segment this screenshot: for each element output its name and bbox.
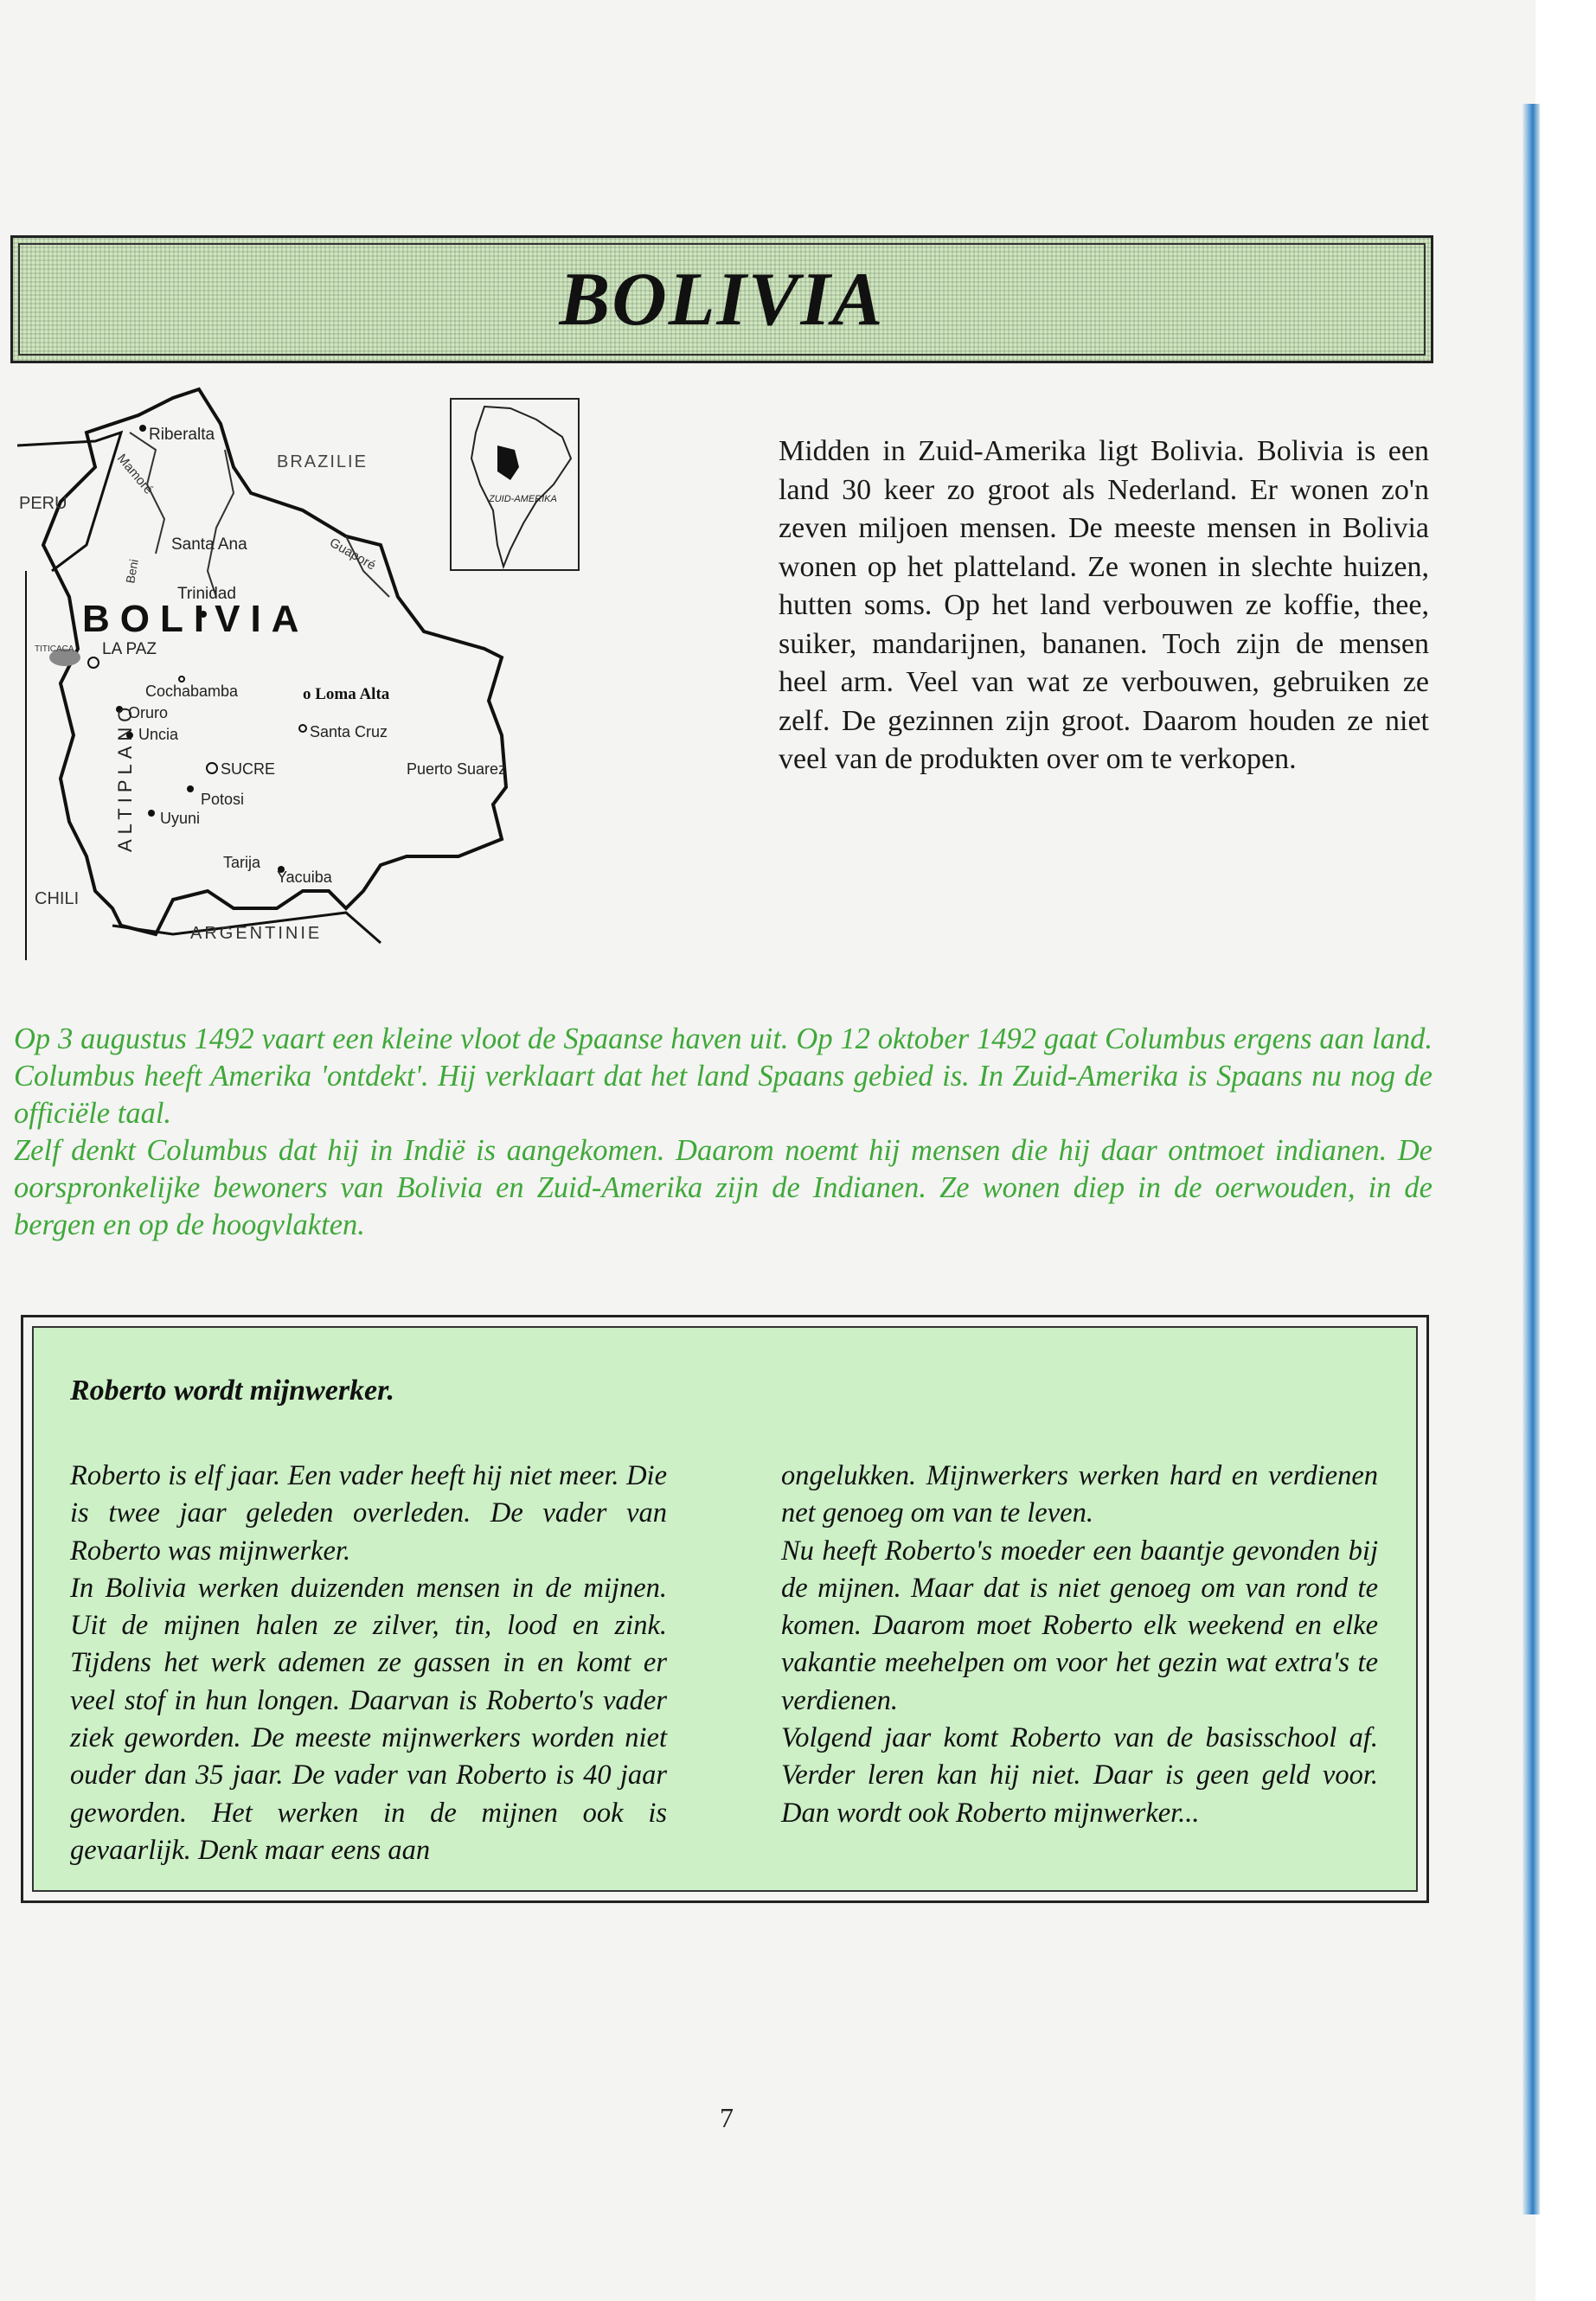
city-dot-riberalta: [139, 425, 146, 432]
city-dot-santacruz: [299, 725, 306, 732]
label-santa-cruz: Santa Cruz: [310, 723, 388, 740]
inset-bolivia: [497, 445, 519, 480]
history-paragraph: Zelf denkt Columbus dat hij in Indië is aangekomen. Daarom noemt hij mensen die hij daar ontmoet indianen. De oorspronkelijke bewoners van Bolivia en Zuid-Amerika zijn de Indianen. Ze wonen diep in de oerwouden, in de bergen en op de hoogvlakten.: [14, 1134, 1433, 1241]
label-potosi: Potosi: [201, 791, 245, 808]
story-box: [21, 1315, 1429, 1903]
label-uyuni: Uyuni: [160, 810, 201, 827]
inset-continent: [471, 407, 571, 567]
city-dot-lapaz: [88, 657, 99, 668]
label-santa-ana: Santa Ana: [171, 535, 247, 554]
story-paragraph: In Bolivia werken duizenden mensen in de mijnen. Uit de mijnen halen ze zilver, tin, lood en zink. Tijdens het werk ademen ze gassen in en komt er veel stof in hun longen. Daarvan is Roberto's vader ziek geworden. De meeste mijnwerkers worden niet ouder dan 35 jaar. De vader van Roberto is 40 jaar geworden. Het werken in de mijnen ook is gevaarlijk. Denk maar eens aan: [70, 1572, 667, 1866]
label-sucre: SUCRE: [221, 760, 276, 778]
history-text: [14, 1021, 1433, 1244]
label-la-paz: LA PAZ: [102, 640, 157, 658]
story-paragraph: Roberto is elf jaar. Een vader heeft hij niet meer. Die is twee jaar geleden overleden. De vader van Roberto was mijnwerker.: [70, 1460, 667, 1567]
story-box-inner: [32, 1326, 1418, 1892]
label-uncia: Uncia: [138, 726, 179, 743]
label-loma-alta: o Loma Alta: [303, 685, 390, 703]
label-cochabamba: Cochabamba: [145, 683, 239, 700]
story-paragraph: ongelukken. Mijnwerkers werken hard en verdienen net genoeg om van te leven.: [781, 1460, 1378, 1529]
label-argentinie: ARGENTINIE: [190, 924, 323, 943]
label-altiplano: ALTIPLANO: [114, 702, 136, 852]
intro-paragraph: Midden in Zuid-Amerika ligt Bolivia. Bolivia is een land 30 keer zo groot als Nederland. Er wonen zo'n zeven miljoen mensen. De meeste mensen in Bolivia wonen op het platteland. Ze wonen in slechte huizen, hutten soms. Op het land verbouwen ze koffie, thee, suiker, mandarijnen, bananen. Toch zijn de mensen heel arm. Veel van wat ze verbouwen, gebruiken ze zelf. De gezinnen zijn groot. Daarom houden ze niet veel van de produkten over om te verkopen.: [779, 435, 1429, 775]
page-title: BOLIVIA: [559, 257, 885, 342]
inset-label: ZUID-AMERIKA: [489, 494, 557, 504]
label-brazilie: BRAZILIE: [277, 452, 368, 471]
river-mamore: [208, 450, 234, 597]
title-banner: [10, 235, 1433, 363]
story-paragraph: Volgend jaar komt Roberto van de basisschool af. Verder leren kan hij niet. Daar is geen geld voor. Dan wordt ook Roberto mijnwerker...: [781, 1722, 1378, 1829]
page-margin: [1540, 0, 1596, 2301]
label-titicaca: TITICACA: [35, 644, 74, 654]
label-beni: Beni: [123, 558, 141, 585]
label-guapore: Guaporé: [327, 535, 379, 574]
inset-frame: [451, 399, 579, 570]
city-dot-cochabamba: [179, 676, 184, 682]
label-chili: CHILI: [35, 889, 80, 908]
bolivia-border: [43, 389, 506, 934]
south-america-inset: [450, 398, 580, 571]
label-mamore: Mamoré: [113, 451, 157, 497]
label-bolivia-map: BOLIVIA: [82, 598, 310, 640]
story-column-left: [70, 1458, 667, 1869]
story-column-right: [781, 1458, 1378, 1832]
label-yacuiba: Yacuiba: [277, 868, 332, 886]
label-trinidad: Trinidad: [177, 585, 236, 603]
story-paragraph: Nu heeft Roberto's moeder een baantje gevonden bij de mijnen. Maar dat is niet genoeg om van rond te komen. Daarom moet Roberto elk weekend en elke vakantie meehelpen om voor het gezin wat extra's te verdienen.: [781, 1535, 1378, 1716]
label-tarija: Tarija: [223, 854, 261, 871]
page-edge: [1522, 104, 1540, 2214]
inset-svg: [450, 398, 580, 571]
label-oruro: Oruro: [128, 704, 169, 721]
city-dot-potosi: [187, 785, 194, 792]
history-paragraph: Op 3 augustus 1492 vaart een kleine vloot de Spaanse haven uit. Op 12 oktober 1492 gaat Columbus ergens aan land. Columbus heeft Amerika 'ontdekt'. Hij verklaart dat het land Spaans gebied is. In Zuid-Amerika is Spaans nu nog de officiële taal.: [14, 1022, 1433, 1130]
city-dot-sucre: [207, 763, 217, 773]
label-puerto-suarez: Puerto Suarez: [407, 760, 507, 778]
city-dot-uyuni: [148, 810, 155, 817]
label-peru: PERU: [19, 494, 67, 513]
story-title: Roberto wordt mijnwerker.: [70, 1375, 394, 1407]
label-riberalta: Riberalta: [149, 426, 215, 444]
page-number: 7: [720, 2102, 734, 2133]
